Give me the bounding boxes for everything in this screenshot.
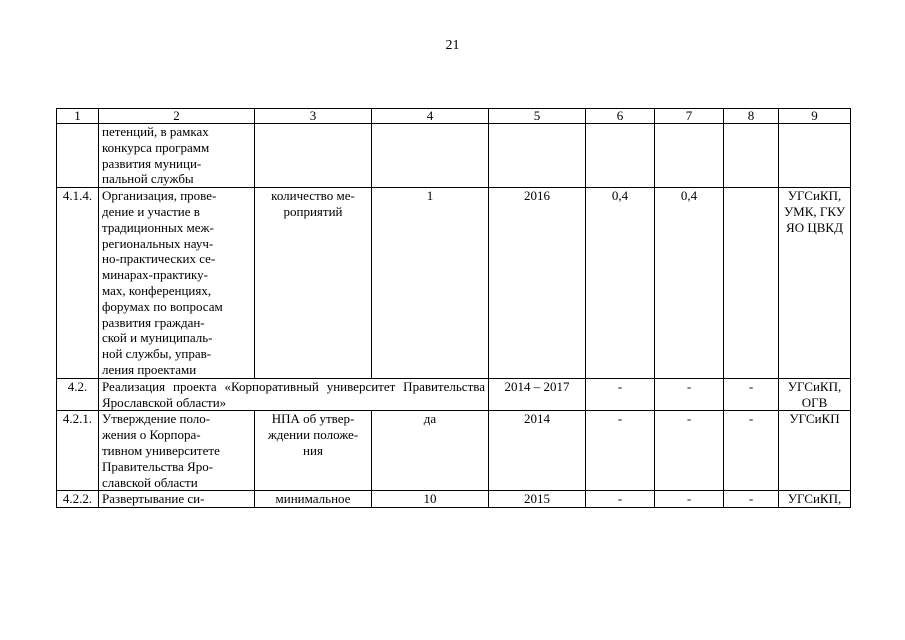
header-cell: 8	[724, 109, 779, 124]
funding-cell: -	[586, 378, 655, 411]
cell-line: Правительства Яро-	[102, 458, 214, 474]
funding-cell	[724, 124, 779, 188]
cell-line: Утверждение поло-	[102, 411, 211, 427]
activity-name-cell: Реализация проекта «Корпоративный университет Правительства Ярославской области»	[99, 378, 489, 411]
cell-line: форумах по вопросам	[102, 298, 223, 314]
cell-line: НПА об утвер-	[271, 411, 355, 427]
indicator-value-cell: 10	[372, 491, 489, 508]
table-row	[57, 188, 851, 379]
row-number-cell: 4.2.1.	[57, 411, 99, 491]
executor-cell	[779, 491, 851, 508]
cell-line: но-практических се-	[102, 251, 216, 267]
header-cell: 5	[489, 109, 586, 124]
cell-line: тивном университете	[102, 442, 220, 458]
table-row	[57, 378, 851, 411]
cell-line: УГСиКП	[789, 411, 840, 427]
plan-table	[56, 108, 851, 508]
table-row	[57, 124, 851, 188]
cell-line: ОГВ	[801, 394, 828, 410]
activity-name-cell	[99, 411, 255, 491]
funding-cell: -	[586, 491, 655, 508]
cell-line: развития граждан-	[102, 314, 205, 330]
funding-cell: -	[724, 378, 779, 411]
header-cell: 6	[586, 109, 655, 124]
cell-line: Организация, прове-	[102, 188, 217, 204]
activity-name-cell	[99, 124, 255, 188]
executor-cell	[779, 411, 851, 491]
header-cell: 9	[779, 109, 851, 124]
header-cell: 7	[655, 109, 724, 124]
year-cell	[489, 124, 586, 188]
table-row	[57, 491, 851, 508]
year-cell: 2014	[489, 411, 586, 491]
cell-line: ной службы, управ-	[102, 346, 212, 362]
year-cell: 2016	[489, 188, 586, 379]
cell-line: дение и участие в	[102, 203, 200, 219]
row-number-cell	[57, 124, 99, 188]
cell-line: мах, конференциях,	[102, 282, 212, 298]
executor-cell	[779, 378, 851, 411]
funding-cell: -	[724, 491, 779, 508]
indicator-value-cell	[372, 124, 489, 188]
cell-line: УГСиКП,	[787, 188, 842, 204]
cell-line: пальной службы	[102, 171, 194, 187]
cell-line: ния	[303, 442, 323, 458]
cell-line: УГСиКП,	[787, 378, 842, 394]
executor-cell	[779, 188, 851, 379]
funding-cell	[586, 124, 655, 188]
header-cell: 4	[372, 109, 489, 124]
cell-line: роприятий	[283, 203, 343, 219]
cell-line: славской области	[102, 474, 198, 490]
funding-cell: -	[655, 491, 724, 508]
funding-cell	[655, 124, 724, 188]
header-cell: 1	[57, 109, 99, 124]
indicator-cell	[255, 188, 372, 379]
cell-line: ской и муниципаль-	[102, 330, 213, 346]
indicator-value-cell: да	[372, 411, 489, 491]
header-cell: 3	[255, 109, 372, 124]
page-number: 21	[445, 38, 460, 53]
year-cell: 2015	[489, 491, 586, 508]
cell-line: традиционных меж-	[102, 219, 214, 235]
cell-line: минимальное	[275, 491, 351, 507]
indicator-cell	[255, 124, 372, 188]
cell-line: петенций, в рамках	[102, 124, 209, 139]
cell-line: УГСиКП,	[787, 491, 842, 507]
funding-cell: 0,4	[586, 188, 655, 379]
funding-cell: 0,4	[655, 188, 724, 379]
cell-line: конкурса программ	[102, 139, 210, 155]
cell-line: УМК, ГКУ	[783, 203, 846, 219]
row-number-cell: 4.1.4.	[57, 188, 99, 379]
funding-cell: -	[724, 411, 779, 491]
executor-cell	[779, 124, 851, 188]
indicator-cell	[255, 491, 372, 508]
indicator-value-cell: 1	[372, 188, 489, 379]
cell-line: ЯО ЦВКД	[786, 219, 843, 235]
cell-line: ления проектами	[102, 361, 197, 377]
cell-line: Развертывание си-	[102, 491, 205, 507]
activity-name-cell	[99, 188, 255, 379]
activity-name-cell	[99, 491, 255, 508]
cell-line: минарах-практику-	[102, 267, 208, 283]
year-cell: 2014 – 2017	[489, 378, 586, 411]
cell-line: региональных науч-	[102, 235, 214, 251]
table-row	[57, 411, 851, 491]
row-number-cell: 4.2.	[57, 378, 99, 411]
table-body	[57, 109, 851, 508]
indicator-cell	[255, 411, 372, 491]
funding-cell: -	[655, 411, 724, 491]
cell-line: жения о Корпора-	[102, 427, 201, 443]
cell-line: развития муници-	[102, 155, 202, 171]
table-header-row	[57, 109, 851, 124]
cell-line: количество ме-	[271, 188, 355, 204]
row-number-cell: 4.2.2.	[57, 491, 99, 508]
header-cell: 2	[99, 109, 255, 124]
funding-cell: -	[586, 411, 655, 491]
cell-line: ждении положе-	[267, 427, 359, 443]
funding-cell	[724, 188, 779, 379]
funding-cell: -	[655, 378, 724, 411]
